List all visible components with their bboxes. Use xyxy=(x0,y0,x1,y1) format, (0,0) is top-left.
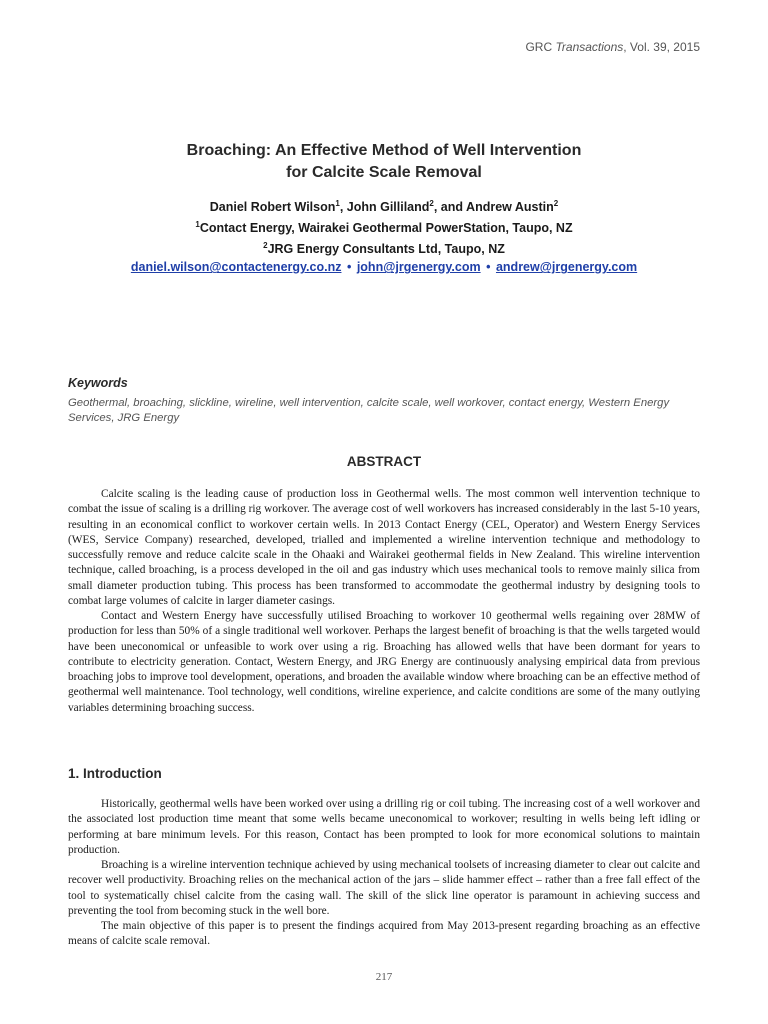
keywords-heading: Keywords xyxy=(68,376,128,390)
affiliation-1-number: 1 xyxy=(195,220,200,230)
email-list xyxy=(68,258,700,276)
email-link-gilliland[interactable]: john@jrgenergy.com xyxy=(356,260,481,275)
intro-paragraph-3: The main objective of this paper is to present the findings acquired from May 2013-present regarding broaching as an effective means of calcite scale removal. xyxy=(68,920,700,948)
affiliation-1-text: Contact Energy, Wairakei Geothermal PowerStation, Taupo, NZ xyxy=(199,221,573,236)
paper-title xyxy=(68,140,700,184)
author-1: Daniel Robert Wilson xyxy=(209,200,336,215)
author-2: , John Gilliland xyxy=(339,200,430,215)
email-link-austin[interactable]: andrew@jrgenergy.com xyxy=(495,260,638,275)
abstract-heading: ABSTRACT xyxy=(346,454,422,469)
author-2-affil: 2 xyxy=(429,199,434,208)
abstract-body xyxy=(68,487,700,716)
keywords-text: Geothermal, broaching, slickline, wireline, well intervention, calcite scale, well workover, contact energy, Western Energy Services, JRG Energy xyxy=(68,397,670,424)
email-separator: • xyxy=(346,260,352,275)
intro-paragraph-1: Historically, geothermal wells have been worked over using a drilling rig or coil tubing. The increasing cost of a well workover and the associated lost production time meant that some wells became uneconomical to workover; resulting in wells being left idling or performing at bare minimum levels. For this reason, Contact has been prompted to look for more economical solutions to maintain production. xyxy=(68,798,700,856)
keywords-section xyxy=(68,376,704,426)
affiliation-1 xyxy=(68,216,700,237)
affiliation-2-number: 2 xyxy=(263,241,268,251)
abstract-paragraph-1: Calcite scaling is the leading cause of production loss in Geothermal wells. The most common well intervention technique to combat the issue of scaling is a drilling rig workover. The average cost of well workovers has increased considerably in the last 5-10 years, resulting in an economical conflict to workover certain wells. In 2013 Contact Energy (CEL, Operator) and Western Energy Services (WES, Service Company) researched, developed, trialled and implemented a wireline intervention technique and methodology to successfully remove and reduce calcite scale in the Ohaaki and Wairakei geothermal fields in New Zealand. This wireline intervention technique, called broaching, is a process developed in the oil and gas industry which uses mechanical tools to remove mainly silica from small diameter production tubing. This process has been transformed to accommodate the geothermal industry by designing tools to combat large volumes of calcite in larger diameter casings. xyxy=(68,488,700,607)
introduction-heading: 1. Introduction xyxy=(68,766,162,781)
intro-paragraph-2: Broaching is a wireline intervention technique achieved by using mechanical toolsets of increasing diameter to clear out calcite and recover well productivity. Broaching relies on the mechanical action of the jars – slide hammer effect – rather than a free fall effect of the tool to systematically chisel calcite from the casing wall. The skill of the slick line operator is paramount in achieving success and preventing the tool from becoming stuck in the well bore. xyxy=(68,859,700,917)
title-block xyxy=(68,140,700,276)
affiliation-2-text: JRG Energy Consultants Ltd, Taupo, NZ xyxy=(267,242,505,257)
title-line-2: for Calcite Scale Removal xyxy=(286,164,482,181)
affiliation-2 xyxy=(68,237,700,258)
email-separator: • xyxy=(486,260,491,275)
author-3: , and Andrew Austin xyxy=(433,200,554,215)
journal-volume: , Vol. 39, 2015 xyxy=(623,40,700,54)
author-1-affil: 1 xyxy=(335,199,340,208)
abstract-paragraph-2: Contact and Western Energy have successfully utilised Broaching to workover 10 geothermal wells regaining over 28MW of production for less than 50% of a single traditional well workover. Perhaps the largest benefit of broaching is that the wells targeted would have been uneconomical or unfeasible to work over using a rig. Broaching has allowed wells that have been dormant for years to contribute to electricity generation. Contact, Western Energy, and JRG Energy are continuously analysing empirical data from previous broaching jobs to improve tool development, operations, and broaden the available window where broaching can be an effective method of geothermal well maintenance. Tool technology, well conditions, wireline experience, and calcite conditions are some of the many outlying variables determining broaching success. xyxy=(68,610,700,714)
journal-prefix: GRC xyxy=(525,40,556,54)
title-line-1: Broaching: An Effective Method of Well Intervention xyxy=(186,142,582,159)
email-link-wilson[interactable]: daniel.wilson@contactenergy.co.nz xyxy=(130,260,342,275)
journal-header xyxy=(525,40,700,54)
author-3-affil: 2 xyxy=(553,199,559,208)
introduction-body xyxy=(68,797,700,950)
journal-name: Transactions xyxy=(555,40,624,54)
author-list xyxy=(68,195,700,216)
page-number: 217 xyxy=(375,971,393,983)
